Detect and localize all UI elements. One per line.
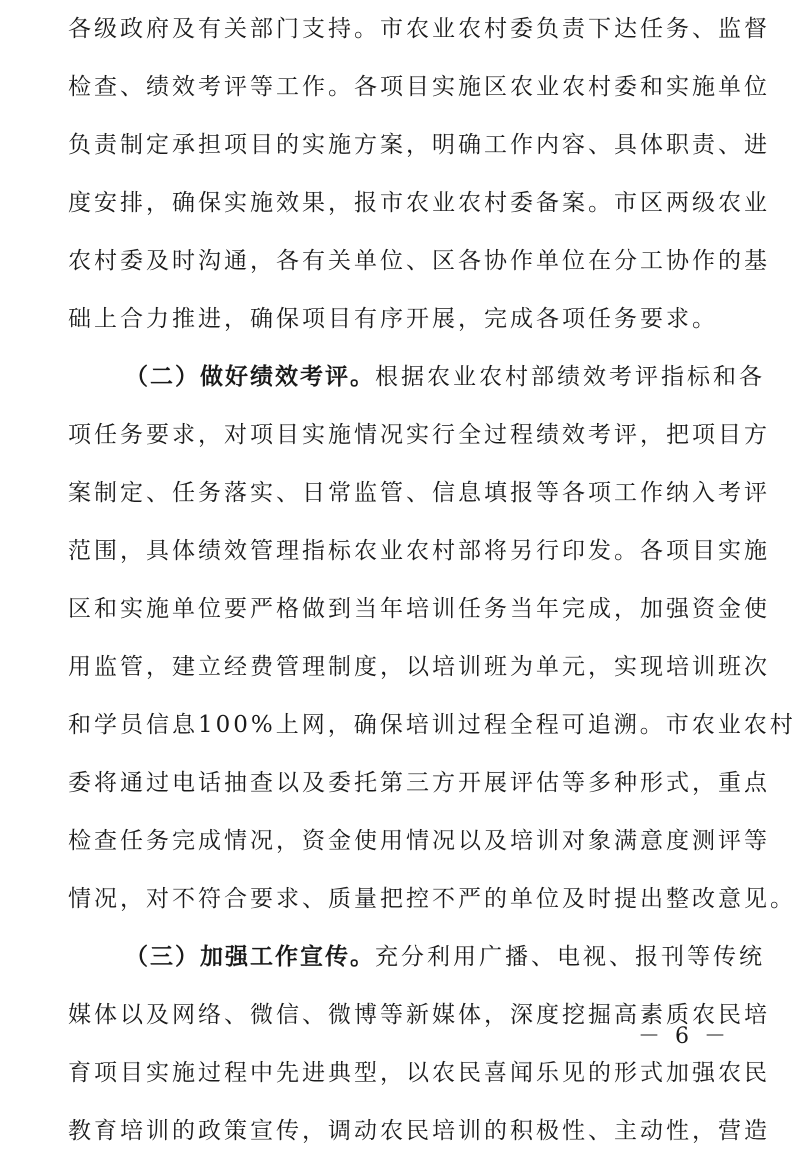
text-line: 各级政府及有关部门支持。市农业农村委负责下达任务、监督 bbox=[68, 16, 770, 42]
text-line: 范围，具体绩效管理指标农业农村部将另行印发。各项目实施 bbox=[68, 538, 770, 564]
text-line: 负责制定承担项目的实施方案，明确工作内容、具体职责、进 bbox=[68, 132, 770, 158]
text-line: 础上合力推进，确保项目有序开展，完成各项任务要求。 bbox=[68, 306, 718, 332]
section-three-first-line-text: 充分利用广播、电视、报刊等传统 bbox=[375, 944, 765, 970]
text-line: 度安排，确保实施效果，报市农业农村委备案。市区两级农业 bbox=[68, 190, 770, 216]
body-text bbox=[68, 6, 796, 1166]
section-two-heading: （二）做好绩效考评。 bbox=[125, 363, 375, 390]
text-line: 项任务要求，对项目实施情况实行全过程绩效考评，把项目方 bbox=[68, 422, 770, 448]
section-three-first-line bbox=[68, 934, 765, 992]
section-three-heading: （三）加强工作宣传。 bbox=[125, 943, 375, 970]
text-line: 检查、绩效考评等工作。各项目实施区农业农村委和实施单位 bbox=[68, 74, 770, 100]
text-line: 区和实施单位要严格做到当年培训任务当年完成，加强资金使 bbox=[68, 596, 770, 622]
text-line: 委将通过电话抽查以及委托第三方开展评估等多种形式，重点 bbox=[68, 770, 770, 796]
text-line: 农村委及时沟通，各有关单位、区各协作单位在分工协作的基 bbox=[68, 248, 770, 274]
text-line: 检查任务完成情况，资金使用情况以及培训对象满意度测评等 bbox=[68, 828, 770, 854]
text-line: 媒体以及网络、微信、微博等新媒体，深度挖掘高素质农民培 bbox=[68, 1002, 770, 1028]
page-number: － 6 － bbox=[638, 1024, 730, 1049]
text-line: 和学员信息100%上网，确保培训过程全程可追溯。市农业农村 bbox=[68, 712, 796, 738]
text-line: 用监管，建立经费管理制度，以培训班为单元，实现培训班次 bbox=[68, 654, 770, 680]
text-line: 育项目实施过程中先进典型，以农民喜闻乐见的形式加强农民 bbox=[68, 1060, 770, 1086]
section-two-first-line-text: 根据农业农村部绩效考评指标和各 bbox=[375, 364, 765, 390]
text-line: 案制定、任务落实、日常监管、信息填报等各项工作纳入考评 bbox=[68, 480, 770, 506]
text-line: 教育培训的政策宣传，调动农民培训的积极性、主动性，营造 bbox=[68, 1118, 770, 1144]
text-line: 情况，对不符合要求、质量把控不严的单位及时提出整改意见。 bbox=[68, 886, 796, 912]
section-two-first-line bbox=[68, 354, 765, 412]
